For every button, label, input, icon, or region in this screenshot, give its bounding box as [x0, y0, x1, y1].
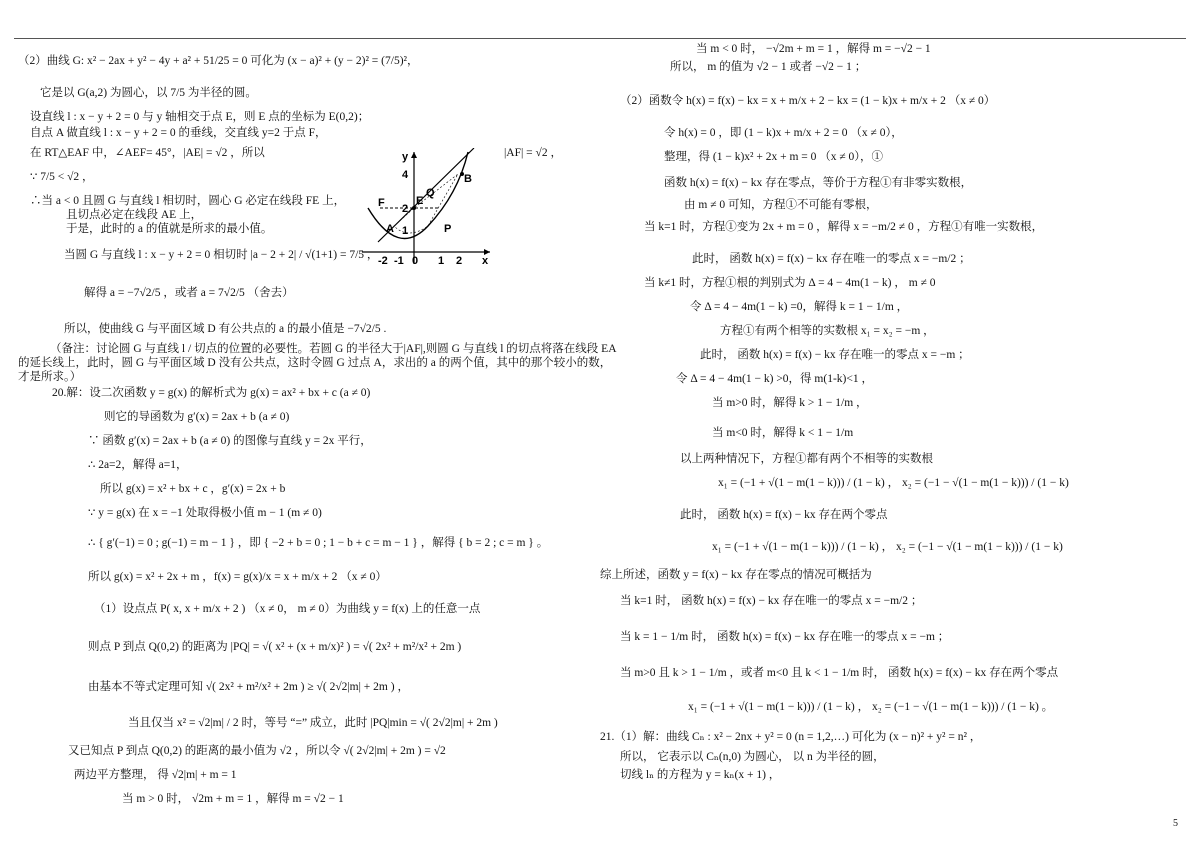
left-text-line: 的延长线上，此时，圆 G 与平面区域 D 没有公共点，这时令圆 G 过点 A，求出的 a 的两个值，其中的那个较小的数， [18, 357, 612, 369]
fig-tick-neg2: -2 [378, 255, 388, 267]
right-text-line: x₁ = (−1 + √(1 − m(1 − k))) / (1 − k) ， x₂ = (−1 − √(1 − m(1 − k))) / (1 − k) [712, 541, 1063, 553]
fig-label-F: F [378, 197, 385, 209]
fig-label-y: y [402, 151, 409, 163]
left-text-line: ∴ 2a=2，解得 a=1， [88, 459, 188, 471]
coordinate-figure [358, 148, 498, 268]
right-text-line: 当 m>0 时，解得 k > 1 − 1/m ， [712, 397, 868, 409]
left-text-line: 则点 P 到点 Q(0,2) 的距离为 |PQ| = √( x² + (x + m/x)² ) = √( 2x² + m²/x² + 2m ) [88, 641, 462, 653]
right-text-line: 当 m<0 时，解得 k < 1 − 1/m [712, 427, 854, 439]
right-text-line: 当 k = 1 − 1/m 时， 函数 h(x) = f(x) − kx 存在唯一的零点 x = −m ； [620, 631, 950, 643]
left-text-line: ∵ y = g(x) 在 x = −1 处取得极小值 m − 1 (m ≠ 0) [88, 507, 322, 519]
right-text-line: 以上两种情况下，方程①都有两个不相等的实数根 [680, 453, 933, 465]
left-text-line: 解得 a = −7√2/5 ，或者 a = 7√2/5 （舍去） [84, 287, 294, 299]
fig-label-A: A [386, 223, 394, 235]
fig-tick-neg1: -1 [394, 255, 404, 267]
fig-tick-1: 1 [402, 225, 409, 237]
left-text-line: 两边平方整理， 得 √2|m| + m = 1 [74, 769, 237, 781]
right-text-line: 方程①有两个相等的实数根 x₁ = x₂ = −m ， [720, 325, 935, 337]
left-text-line: 且切点必定在线段 AE 上， [66, 209, 203, 221]
fig-tick-2x: 2 [456, 255, 463, 267]
left-text-line: （2）曲线 G: x² − 2ax + y² − 4y + a² + 51/25 = 0 可化为 (x − a)² + (y − 2)² = (7/5)²， [18, 55, 419, 67]
right-text-line: 函数 h(x) = f(x) − kx 存在零点，等价于方程①有非零实数根， [664, 177, 973, 189]
left-text-line: 自点 A 做直线 l : x − y + 2 = 0 的垂线，交直线 y=2 于点 F， [30, 127, 327, 139]
left-text-line: （备注：讨论圆 G 与直线 l / 切点的位置的必要性。若圆 G 的半径大于|AF|,则圆 G 与直线 l 的切点将落在线段 EA [50, 343, 617, 355]
left-text-line: 20.解：设二次函数 y = g(x) 的解析式为 g(x) = ax² + bx + c (a ≠ 0) [52, 387, 371, 399]
right-text-line: 令 Δ = 4 − 4m(1 − k) >0，得 m(1-k)<1 ， [676, 373, 873, 385]
right-text-line: 当 k=1 时，方程①变为 2x + m = 0 ，解得 x = −m/2 ≠ 0 ，方程①有唯一实数根， [644, 221, 1044, 233]
right-text-line: 所以， m 的值为 √2 − 1 或者 −√2 − 1 ； [670, 61, 867, 73]
left-text-line: 由基本不等式定理可知 √( 2x² + m²/x² + 2m ) ≥ √( 2√2|m| + 2m ) ， [88, 681, 409, 693]
right-text-line: 当 m < 0 时， −√2m + m = 1 ，解得 m = −√2 − 1 [696, 43, 931, 55]
left-text-line: 当且仅当 x² = √2|m| / 2 时，等号 “=” 成立，此时 |PQ|min = √( 2√2|m| + 2m ) [128, 717, 498, 729]
right-text-line: 由 m ≠ 0 可知，方程①不可能有零根， [684, 199, 878, 211]
left-text-line: 又已知点 P 到点 Q(0,2) 的距离的最小值为 √2 ，所以令 √( 2√2|m| + 2m ) = √2 [68, 745, 446, 757]
right-text-line: x₁ = (−1 + √(1 − m(1 − k))) / (1 − k) ， x₂ = (−1 − √(1 − m(1 − k))) / (1 − k) [718, 477, 1069, 489]
page-number: 5 [1173, 818, 1178, 829]
right-text-line: 整理，得 (1 − k)x² + 2x + m = 0 （x ≠ 0），① [664, 151, 884, 163]
left-text-line: 在 RT△EAF 中，∠AEF= 45°，|AE| = √2 ，所以 [30, 147, 265, 159]
left-text-line: |AF| = √2 ， [504, 147, 562, 159]
right-text-line: （2）函数令 h(x) = f(x) − kx = x + m/x + 2 − kx = (1 − k)x + m/x + 2 （x ≠ 0） [620, 95, 996, 107]
left-text-line: 当 m > 0 时， √2m + m = 1 ，解得 m = √2 − 1 [122, 793, 344, 805]
right-text-line: 令 Δ = 4 − 4m(1 − k) =0，解得 k = 1 − 1/m ， [690, 301, 909, 313]
right-text-line: x₁ = (−1 + √(1 − m(1 − k))) / (1 − k) ， x₂ = (−1 − √(1 − m(1 − k))) / (1 − k) 。 [688, 701, 1054, 713]
fig-tick-1x: 1 [438, 255, 445, 267]
fig-label-E: E [416, 195, 424, 207]
left-text-line: 设直线 l : x − y + 2 = 0 与 y 轴相交于点 E，则 E 点的坐标为 E(0,2)； [30, 111, 370, 123]
right-text-line: 此时， 函数 h(x) = f(x) − kx 存在唯一的零点 x = −m ； [700, 349, 970, 361]
fig-tick-4: 4 [402, 169, 409, 181]
fig-tick-2: 2 [402, 203, 409, 215]
left-text-line: ∵ 函数 g′(x) = 2ax + b (a ≠ 0) 的图像与直线 y = 2x 平行， [88, 435, 372, 447]
fig-label-Q: Q [426, 187, 435, 199]
right-text-line: 综上所述，函数 y = f(x) − kx 存在零点的情况可概括为 [600, 569, 872, 581]
fig-label-B: B [464, 173, 472, 185]
left-text-line: 当圆 G 与直线 l : x − y + 2 = 0 相切时 |a − 2 + 2| / √(1+1) = 7/5 ， [64, 249, 379, 261]
right-text-line: 当 m>0 且 k > 1 − 1/m ，或者 m<0 且 k < 1 − 1/m 时， 函数 h(x) = f(x) − kx 存在两个零点 [620, 667, 1059, 679]
right-text-line: 当 k≠1 时，方程①根的判别式为 Δ = 4 − 4m(1 − k) ， m ≠ 0 [644, 277, 936, 289]
left-text-line: 则它的导函数为 g′(x) = 2ax + b (a ≠ 0) [104, 411, 290, 423]
left-text-line: 所以 g(x) = x² + bx + c ，g′(x) = 2x + b [100, 483, 286, 495]
left-text-line: ∵ 7/5 < √2 ， [30, 171, 94, 183]
right-text-line: 21.（1）解：曲线 Cₙ : x² − 2nx + y² = 0 (n = 1,2,…) 可化为 (x − n)² + y² = n² ， [600, 731, 982, 743]
fig-label-x: x [482, 255, 489, 267]
header-rule [14, 38, 1186, 39]
right-text-line: 此时， 函数 h(x) = f(x) − kx 存在唯一的零点 x = −m/2 ； [692, 253, 971, 265]
left-text-line: ∴当 a < 0 且圆 G 与直线 l 相切时，圆心 G 必定在线段 FE 上， [30, 195, 346, 207]
left-text-line: 才是所求。） [18, 371, 82, 383]
left-text-line: 于是，此时的 a 的值就是所求的最小值。 [66, 223, 273, 235]
right-text-line: 此时， 函数 h(x) = f(x) − kx 存在两个零点 [680, 509, 888, 521]
left-text-line: 所以，使曲线 G 与平面区域 D 有公共点的 a 的最小值是 −7√2/5 . [64, 323, 387, 335]
left-text-line: 所以 g(x) = x² + 2x + m ，f(x) = g(x)/x = x + m/x + 2 （x ≠ 0） [88, 571, 387, 583]
right-text-line: 令 h(x) = 0 ，即 (1 − k)x + m/x + 2 = 0 （x ≠ 0）， [664, 127, 903, 139]
left-text-line: 它是以 G(a,2) 为圆心，以 7/5 为半径的圆。 [40, 87, 257, 99]
fig-label-P: P [444, 223, 452, 235]
fig-tick-0: 0 [412, 255, 419, 267]
right-text-line: 切线 lₙ 的方程为 y = kₙ(x + 1) ， [620, 769, 781, 781]
right-text-line: 所以， 它表示以 Cₙ(n,0) 为圆心， 以 n 为半径的圆， [620, 751, 885, 763]
left-text-line: ∴ { g′(−1) = 0 ; g(−1) = m − 1 } ，即 { −2 + b = 0 ; 1 − b + c = m − 1 } ，解得 { b = 2 ; c = m } 。 [88, 537, 549, 549]
right-text-line: 当 k=1 时， 函数 h(x) = f(x) − kx 存在唯一的零点 x = −m/2 ； [620, 595, 923, 607]
left-text-line: （1）设点点 P( x, x + m/x + 2 ) （x ≠ 0， m ≠ 0）为曲线 y = f(x) 上的任意一点 [94, 603, 481, 615]
